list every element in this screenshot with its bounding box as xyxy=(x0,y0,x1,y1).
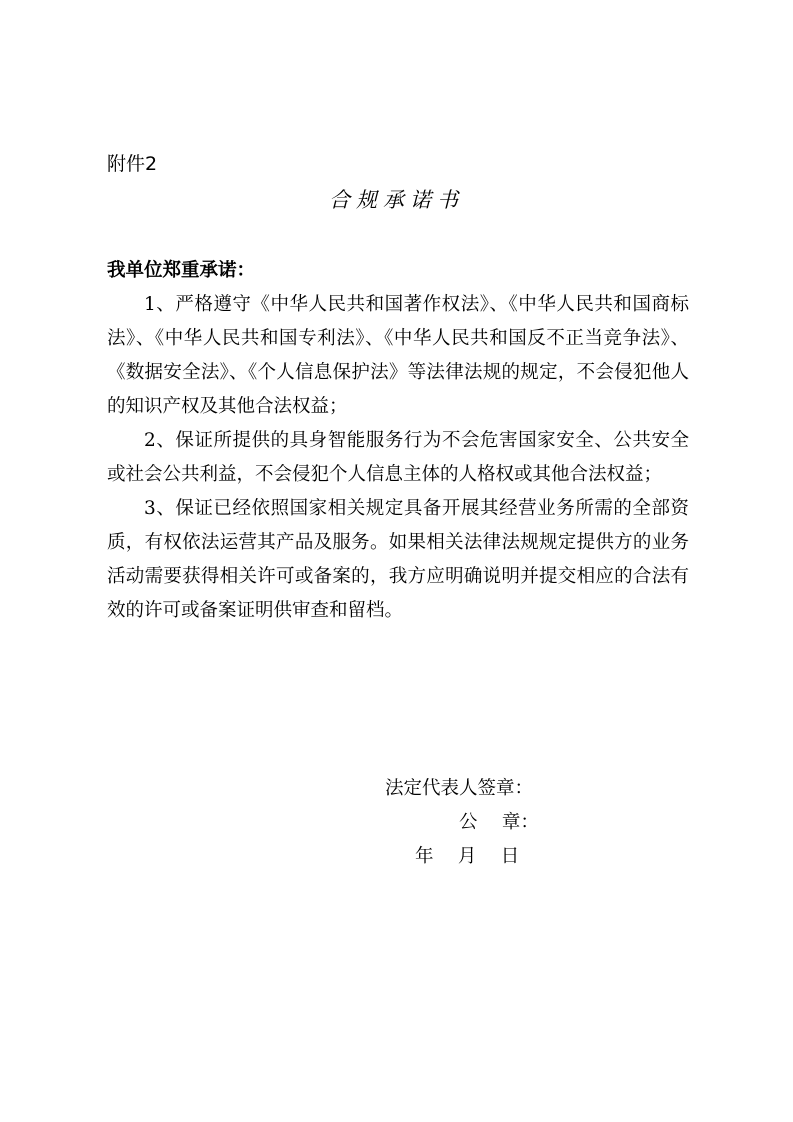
date-label: 年 月 日 xyxy=(415,846,520,867)
commitment-paragraph-2: 2、保证所提供的具身智能服务行为不会危害国家安全、公共安全或社会公共利益，不会侵犯个人信息主体的人格权或其他合法权益； xyxy=(107,430,689,485)
commitment-paragraph-1: 1、严格遵守《中华人民共和国著作权法》、《中华人民共和国商标法》、《中华人民共和国专利法》、《中华人民共和国反不正当竞争法》、《数据安全法》、《个人信息保护法》等法律法规的规定，不会侵犯他人的知识产权及其他合法权益； xyxy=(107,294,689,417)
commitment-body xyxy=(107,254,689,628)
seal-label: 公 章： xyxy=(459,812,539,833)
signature-block xyxy=(385,772,585,874)
attachment-label: 附件2 xyxy=(107,153,158,175)
document-title: 合规承诺书 xyxy=(329,188,464,212)
representative-signature-label: 法定代表人签章： xyxy=(385,778,534,799)
commitment-paragraph-3: 3、保证已经依照国家相关规定具备开展其经营业务所需的全部资质，有权依法运营其产品及服务。如果相关法律法规规定提供方的业务活动需要获得相关许可或备案的，我方应明确说明并提交相应的合法有效的许可或备案证明供审查和留档。 xyxy=(107,498,689,621)
commitment-lead: 我单位郑重承诺： xyxy=(107,260,256,281)
